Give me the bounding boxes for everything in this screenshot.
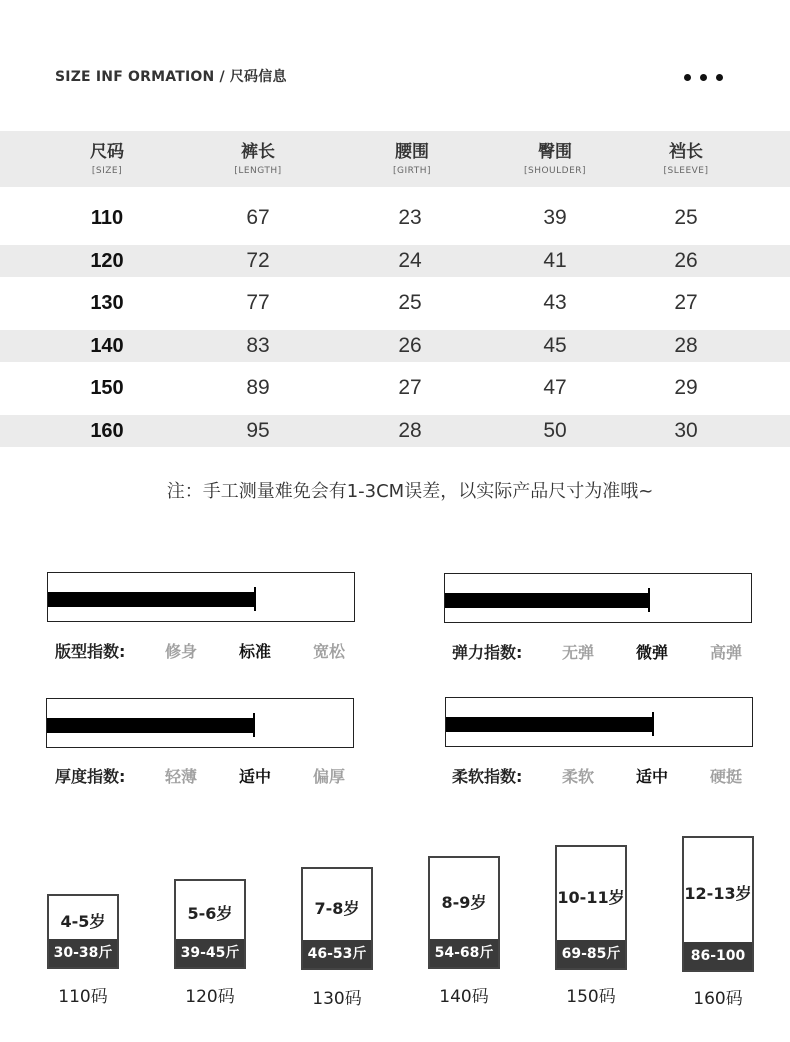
- table-cell: 150: [90, 377, 124, 399]
- column-header-girth: 腰围 [GIRTH]: [392, 142, 431, 176]
- size-tag-weight: 39-45斤: [176, 939, 244, 967]
- thickness-index-option: 偏厚: [313, 767, 346, 786]
- size-code-label: 140码: [439, 987, 489, 1007]
- table-cell: 25: [674, 206, 698, 229]
- table-cell: 130: [90, 292, 124, 314]
- measurement-note: 注：手工测量难免会有1-3CM误差，以实际产品尺寸为准哦~: [166, 481, 654, 502]
- table-cell: 72: [246, 249, 270, 272]
- fit-index-option: 标准: [239, 642, 272, 661]
- size-tag: [301, 867, 373, 970]
- size-tag-age: 5-6岁: [187, 904, 233, 923]
- thickness-index-option: 适中: [239, 767, 272, 786]
- elasticity-index-option: 微弹: [636, 643, 669, 662]
- table-cell: 47: [543, 376, 567, 399]
- size-tag-weight: 54-68斤: [430, 939, 498, 967]
- thickness-index-option: 轻薄: [165, 767, 198, 786]
- table-cell: 27: [674, 291, 698, 314]
- size-tag-weight: 30-38斤: [49, 939, 117, 967]
- softness-index-option: 硬挺: [710, 767, 743, 786]
- elasticity-index-option: 无弹: [562, 643, 595, 662]
- table-row: [0, 330, 790, 362]
- table-cell: 39: [543, 206, 567, 229]
- softness-index-label: 柔软指数:: [452, 767, 523, 786]
- table-cell: 28: [398, 419, 422, 442]
- softness-index-option: 适中: [636, 767, 669, 786]
- size-tag-age: 10-11岁: [557, 888, 625, 907]
- table-cell: 89: [246, 376, 270, 399]
- size-tag: [555, 845, 627, 970]
- fit-index-label: 版型指数:: [55, 642, 126, 661]
- size-tag-age: 8-9岁: [441, 893, 487, 912]
- softness-index-option: 柔软: [562, 767, 595, 786]
- table-row: [0, 372, 790, 404]
- table-cell: 120: [90, 250, 124, 272]
- size-code-label: 110码: [58, 987, 108, 1007]
- table-row: [0, 202, 790, 234]
- size-tag-age: 7-8岁: [314, 899, 360, 918]
- size-tag: [682, 836, 754, 992]
- table-cell: 45: [543, 334, 567, 357]
- table-cell: 26: [398, 334, 422, 357]
- fit-index-bar: [48, 592, 256, 607]
- thickness-index-label: 厚度指数:: [55, 767, 126, 786]
- elasticity-index-option: 高弹: [710, 643, 743, 662]
- table-cell: 26: [674, 249, 698, 272]
- fit-index-gauge: [47, 572, 355, 622]
- table-cell: 50: [543, 419, 567, 442]
- table-cell: 41: [543, 249, 567, 272]
- column-header-hip: 臀围 [SHOULDER]: [523, 142, 587, 176]
- size-tag: [174, 879, 246, 969]
- size-tag: [428, 856, 500, 969]
- size-tag-age: 12-13岁: [684, 884, 752, 903]
- size-tag-age: 4-5岁: [60, 912, 106, 931]
- table-cell: 95: [246, 419, 270, 442]
- table-cell: 23: [398, 206, 422, 229]
- table-cell: 25: [398, 291, 422, 314]
- table-cell: 24: [398, 249, 422, 272]
- size-code-label: 160码: [693, 989, 743, 1009]
- size-tag: [47, 894, 119, 969]
- fit-index-option: 宽松: [313, 642, 346, 661]
- elasticity-index-label: 弹力指数:: [452, 643, 523, 662]
- size-tag-weight: 46-53斤: [303, 940, 371, 968]
- table-row: [0, 245, 790, 277]
- softness-index-gauge: [445, 697, 753, 747]
- column-header-length: 裤长 [LENGTH]: [234, 142, 282, 176]
- table-cell: 77: [246, 291, 270, 314]
- column-header-size: 尺码 [SIZE]: [90, 142, 124, 176]
- thickness-index-gauge: [46, 698, 354, 748]
- size-code-label: 150码: [566, 987, 616, 1007]
- table-cell: 140: [90, 335, 124, 357]
- size-table-header: [0, 131, 790, 187]
- page-title: SIZE INF ORMATION / 尺码信息: [55, 69, 287, 85]
- table-cell: 83: [246, 334, 270, 357]
- table-cell: 67: [246, 206, 270, 229]
- size-tag-weight: 86-100斤: [684, 942, 752, 970]
- fit-index-option: 修身: [165, 642, 198, 661]
- table-cell: 43: [543, 291, 567, 314]
- softness-index-bar: [446, 717, 654, 732]
- table-row: [0, 415, 790, 447]
- table-row: [0, 287, 790, 319]
- table-cell: 110: [90, 207, 124, 229]
- table-cell: 28: [674, 334, 698, 357]
- size-code-label: 120码: [185, 987, 235, 1007]
- size-tag-weight: 69-85斤: [557, 940, 625, 968]
- elasticity-index-bar: [445, 593, 650, 608]
- table-cell: 160: [90, 420, 124, 442]
- thickness-index-bar: [47, 718, 255, 733]
- table-cell: 30: [674, 419, 698, 442]
- column-header-rise: 裆长 [SLEEVE]: [663, 142, 709, 176]
- table-cell: 27: [398, 376, 422, 399]
- elasticity-index-gauge: [444, 573, 752, 623]
- size-code-label: 130码: [312, 989, 362, 1009]
- table-cell: 29: [674, 376, 698, 399]
